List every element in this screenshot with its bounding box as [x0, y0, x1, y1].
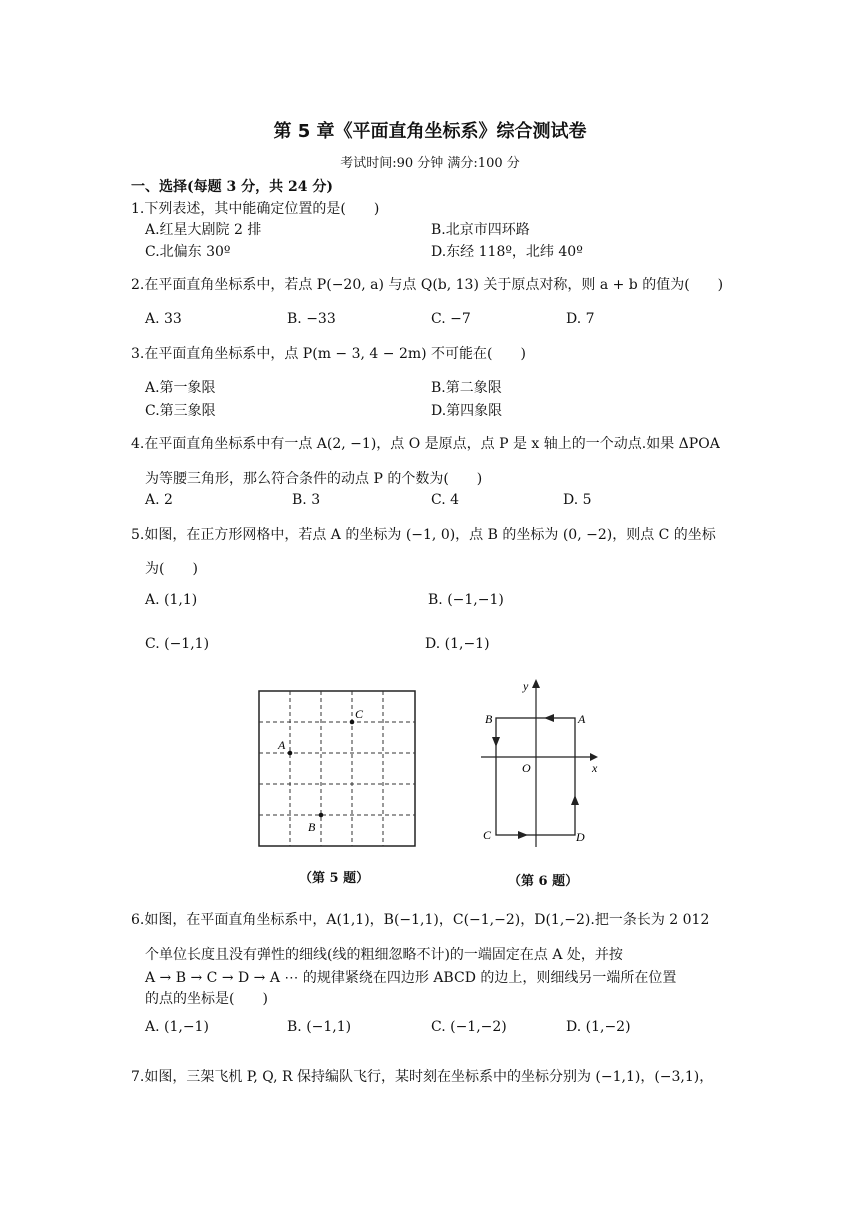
question-6-stem-line2: 个单位长度且没有弹性的细线(线的粗细忽略不计)的一端固定在点 A 处，并按 [145, 947, 623, 963]
label-x: x [592, 761, 598, 775]
question-6-stem-line1: 6.如图，在平面直角坐标系中，A(1,1)，B(−1,1)，C(−1,−2)，D(1,−2).把一条长为 2 012 [131, 912, 710, 928]
figure-5-grid [255, 688, 420, 853]
question-4-option-b: B. 3 [292, 492, 321, 508]
point-c [350, 720, 355, 725]
exam-info: 考试时间:90 分钟 满分:100 分 [340, 156, 520, 171]
question-3-option-c: C.第三象限 [145, 403, 216, 419]
question-1-option-b: B.北京市四环路 [431, 222, 530, 238]
arrow-left [492, 737, 500, 747]
section-heading: 一、选择(每题 3 分，共 24 分) [131, 179, 333, 195]
question-5-stem-line2: 为( ) [145, 561, 198, 577]
arrow-right [571, 795, 579, 805]
question-6-stem-line4: 的点的坐标是( ) [145, 991, 268, 1007]
question-4-option-d: D. 5 [563, 492, 592, 508]
question-5-option-a: A. (1,1) [145, 592, 198, 608]
question-4-option-a: A. 2 [145, 492, 173, 508]
question-2-option-b: B. −33 [287, 311, 336, 327]
point-b [319, 813, 324, 818]
label-y: y [523, 679, 529, 693]
label-d: D [576, 830, 585, 844]
question-6-option-a: A. (1,−1) [145, 1019, 209, 1035]
x-axis-arrow [590, 753, 598, 761]
figure-6-caption: （第 6 题） [508, 874, 579, 889]
question-3-option-b: B.第二象限 [431, 380, 502, 396]
question-7-stem: 7.如图，三架飞机 P, Q, R 保持编队飞行，某时刻在坐标系中的坐标分别为 (−1,1)，(−3,1)， [131, 1069, 714, 1085]
question-5-option-b: B. (−1,−1) [428, 592, 504, 608]
question-3-option-d: D.第四象限 [431, 403, 503, 419]
question-6-option-d: D. (1,−2) [566, 1019, 631, 1035]
question-1-stem: 1.下列表述，其中能确定位置的是( ) [131, 201, 380, 217]
grid-border [259, 691, 415, 846]
question-3-option-a: A.第一象限 [145, 380, 216, 396]
page-title: 第 5 章《平面直角坐标系》综合测试卷 [273, 121, 587, 142]
question-2-option-c: C. −7 [431, 311, 471, 327]
question-6-stem-line3: A → B → C → D → A ⋯ 的规律紧绕在四边形 ABCD 的边上，则细线另一端所在位置 [145, 970, 677, 986]
label-a: A [578, 712, 586, 726]
grid-lines [259, 691, 415, 846]
question-2-stem: 2.在平面直角坐标系中，若点 P(−20, a) 与点 Q(b, 13) 关于原点对称，则 a + b 的值为( ) [131, 277, 724, 293]
question-6-option-b: B. (−1,1) [287, 1019, 352, 1035]
question-3-stem: 3.在平面直角坐标系中，点 P(m − 3, 4 − 2m) 不可能在( ) [131, 346, 526, 362]
arrow-bottom [518, 831, 528, 839]
figure-5-caption: （第 5 题） [299, 871, 370, 886]
question-5-option-d: D. (1,−1) [425, 636, 490, 652]
figure-6-diagram [476, 675, 611, 850]
question-4-stem-line1: 4.在平面直角坐标系中有一点 A(2, −1)，点 O 是原点，点 P 是 x 轴上的一个动点.如果 ΔPOA [131, 436, 720, 452]
question-4-option-c: C. 4 [431, 492, 460, 508]
label-b: B [485, 712, 493, 726]
y-axis-arrow [532, 679, 540, 688]
arrow-top [544, 714, 554, 722]
question-2-option-d: D. 7 [566, 311, 595, 327]
question-1-option-a: A.红星大剧院 2 排 [145, 222, 262, 238]
question-1-option-c: C.北偏东 30º [145, 244, 231, 260]
question-4-stem-line2: 为等腰三角形，那么符合条件的动点 P 的个数为( ) [145, 471, 483, 487]
label-c: C [355, 707, 364, 721]
label-o: O [522, 761, 531, 775]
question-1-option-d: D.东经 118º，北纬 40º [431, 244, 583, 260]
question-6-option-c: C. (−1,−2) [431, 1019, 507, 1035]
label-c: C [483, 828, 492, 842]
point-a [288, 751, 293, 756]
label-b: B [308, 820, 316, 834]
question-5-option-c: C. (−1,1) [145, 636, 210, 652]
question-2-option-a: A. 33 [145, 311, 182, 327]
label-a: A [278, 738, 286, 752]
question-5-stem-line1: 5.如图，在正方形网格中，若点 A 的坐标为 (−1, 0)，点 B 的坐标为 (0, −2)，则点 C 的坐标 [131, 527, 716, 543]
